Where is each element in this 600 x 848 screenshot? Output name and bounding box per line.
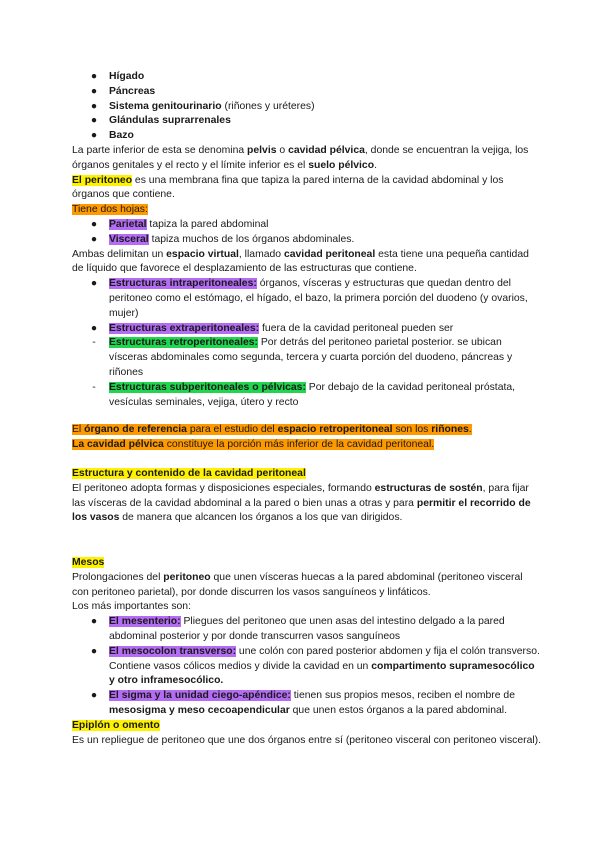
epiplon-paragraph: Es un repliegue de peritoneo que une dos órganos entre sí (peritoneo visceral con peritoneo visceral). (72, 734, 542, 746)
text: o (276, 144, 289, 156)
text: para el estudio del (186, 424, 278, 435)
text: une colón con pared posterior abdomen y fija el colón transverso. Contiene vasos cólicos medios y divide la cavidad en un (109, 645, 540, 672)
bullet-icon: ● (90, 690, 98, 702)
pelvica-paragraph (72, 438, 542, 453)
text: tapiza muchos de los órganos abdominales. (148, 233, 355, 245)
bullet-icon: ● (90, 218, 98, 230)
text: Prolongaciones del (72, 571, 164, 583)
text: Por debajo de la cavidad peritoneal próstata, vesículas seminales, vejiga, útero y recto (109, 381, 516, 408)
text: fuera de la cavidad peritoneal pueden ser (259, 322, 454, 334)
bullet-icon: ● (90, 115, 98, 127)
highlight-yellow: Epiplón o omento (72, 719, 160, 731)
referencia-paragraph (72, 423, 542, 438)
bold-text: riñones (431, 424, 469, 435)
bold-text: peritoneo (163, 571, 211, 583)
section-heading (72, 467, 542, 482)
highlight-yellow: Estructura y contenido de la cavidad peritoneal (72, 468, 306, 479)
bold-text: mesosigma y meso cecoapendicular (109, 704, 290, 716)
list-item (72, 233, 542, 248)
mesos-subtitle: Los más importantes son: (72, 601, 191, 613)
organ-list (72, 70, 542, 144)
highlight-purple: El mesocolon transverso: (109, 645, 237, 657)
hojas-title (72, 203, 542, 218)
bold-text: espacio virtual (166, 248, 239, 260)
highlight-green: Estructuras subperitoneales o pélvicas: (109, 381, 306, 393)
referencia-block (72, 423, 542, 453)
text: son los (392, 424, 432, 435)
text: tienen sus propios mesos, reciben el nombre de (290, 690, 515, 702)
text: de manera que alcancen los órganos a los que van dirigidos. (119, 512, 403, 524)
organ-note: (riñones y uréteres) (221, 100, 315, 112)
highlight-purple: Visceral (109, 233, 149, 245)
bullet-icon: ● (90, 616, 98, 628)
list-item (72, 381, 542, 411)
bold-text: espacio retroperitoneal (277, 424, 393, 435)
bullet-icon: ● (90, 85, 98, 97)
list-item (72, 85, 542, 100)
text: tapiza la pared abdominal (146, 218, 269, 230)
text: Pliegues del peritoneo que unen asas del intestino delgado a la pared abdominal posterior y por donde transcurren vasos sanguíneos (109, 616, 505, 642)
highlight-purple: Estructuras intraperitoneales: (109, 278, 257, 290)
organ-list-block (72, 70, 542, 410)
text: La parte inferior de esta se denomina (72, 144, 248, 156)
bullet-icon: ● (90, 130, 98, 142)
list-item (72, 336, 542, 380)
highlight-orange (72, 424, 472, 435)
highlight-purple: Estructuras extraperitoneales: (109, 322, 260, 334)
text: El (72, 424, 85, 435)
peritoneo-paragraph (72, 174, 542, 204)
list-item (72, 322, 542, 337)
text: , llamado (238, 248, 284, 260)
text: . (468, 424, 472, 435)
organ-genitourinario: Sistema genitourinario (109, 100, 222, 112)
text: Ambas delimitan un (72, 248, 167, 260)
text: es una membrana fina que tapiza la pared interna de la cavidad abdominal y los órganos que contiene. (72, 174, 504, 201)
highlight-purple: El mesenterio: (109, 616, 181, 628)
organ-higado: Hígado (109, 71, 145, 82)
list-item (72, 218, 542, 233)
bold-text: estructuras de sostén (374, 482, 483, 494)
text: órganos, vísceras y estructuras que quedan dentro del peritoneo como el estómago, el hígado, el bazo, la primera porción del duodeno (y ovarios, mujer) (109, 278, 528, 319)
bold-text: La cavidad pélvica (72, 438, 164, 450)
espacio-paragraph (72, 248, 542, 278)
text: constituye la porción más inferior de la cavidad peritoneal. (163, 438, 435, 450)
highlight-orange (72, 439, 434, 450)
estructuras-list (72, 277, 542, 410)
bold-text: permitir el recorrido de los vasos (72, 497, 531, 524)
bullet-icon: ● (90, 278, 98, 290)
section-heading (72, 556, 542, 571)
highlight-orange: Tiene dos hojas: (72, 204, 148, 216)
text: que unen estos órganos a la pared abdominal. (289, 704, 507, 716)
estructura-paragraph (72, 482, 542, 526)
bold-text: compartimento supramesocólico y otro inframesocólico. (109, 660, 535, 687)
text: El peritoneo adopta formas y disposiciones especiales, formando (72, 482, 375, 494)
list-item (72, 277, 542, 321)
list-item (72, 100, 542, 115)
highlight-green: Estructuras retroperitoneales: (109, 337, 258, 349)
section-heading (72, 719, 542, 734)
bullet-icon: ● (90, 71, 98, 82)
bullet-icon: ● (90, 645, 98, 657)
mesos-paragraph (72, 571, 542, 601)
organ-bazo: Bazo (109, 130, 134, 142)
bold-text: cavidad pélvica (288, 144, 365, 156)
bullet-icon: ● (90, 100, 98, 112)
text: , donde se encuentran la vejiga, los órganos genitales y el recto y el límite inferior es el (72, 144, 529, 171)
list-item (72, 689, 542, 719)
bold-text: suelo pélvico (308, 159, 375, 171)
bullet-icon: ● (90, 322, 98, 334)
bold-text: cavidad peritoneal (283, 248, 376, 260)
pelvis-paragraph (72, 144, 542, 174)
mesos-list (72, 615, 542, 719)
text: Por detrás del peritoneo parietal posterior. se ubican vísceras abdominales como segunda, tercera y cuarta porción del duodeno, páncreas y riñones (109, 337, 513, 378)
highlight-yellow: El peritoneo (72, 174, 133, 186)
text: que unen vísceras huecas a la pared abdominal (peritoneo visceral con peritoneo parietal), por donde discurren los vasos sanguíneos y linfáticos. (72, 571, 523, 598)
bold-text: órgano de referencia (84, 424, 187, 435)
list-item (72, 645, 542, 689)
bold-text: pelvis (247, 144, 277, 156)
list-item (72, 114, 542, 129)
list-item (72, 70, 542, 85)
estructura-block (72, 467, 542, 526)
text: esta tiene una pequeña cantidad de líquido que favorece el desplazamiento de las estructuras que contiene. (72, 248, 529, 275)
highlight-purple: Parietal (109, 218, 147, 230)
text: . (374, 159, 377, 171)
highlight-yellow: Mesos (72, 557, 105, 568)
dash-icon: - (92, 381, 96, 393)
organ-pancreas: Páncreas (109, 85, 156, 97)
bullet-icon: ● (90, 233, 98, 245)
hojas-list (72, 218, 542, 248)
organ-suprarrenales: Glándulas suprarrenales (109, 115, 231, 127)
dash-icon: - (92, 337, 96, 349)
highlight-purple: El sigma y la unidad ciego-apéndice: (109, 690, 291, 702)
list-item (72, 129, 542, 144)
text: , para fijar las vísceras de la cavidad abdominal a la pared o bien unas a otras y para (72, 482, 529, 509)
mesos-block (72, 556, 542, 748)
list-item (72, 615, 542, 645)
